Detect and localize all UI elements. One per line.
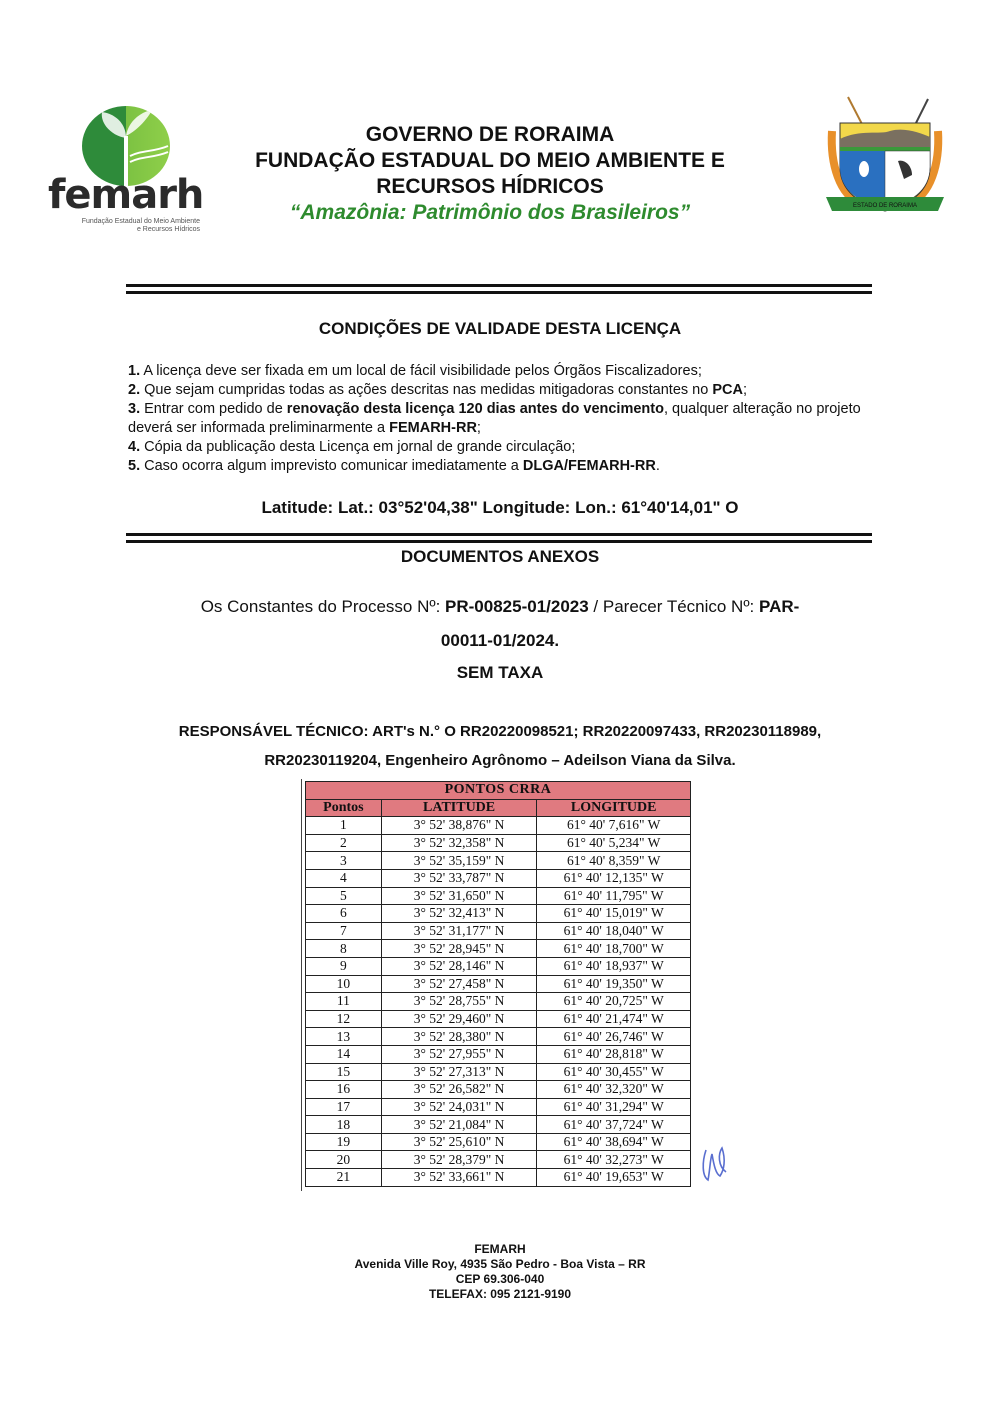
latitude-cell: 3° 52' 33,787" N — [381, 869, 537, 887]
longitude-cell: 61° 40' 37,724" W — [537, 1116, 691, 1134]
points-table-body — [306, 817, 691, 1186]
latitude-cell: 3° 52' 28,945" N — [381, 940, 537, 958]
table-row — [306, 1010, 691, 1028]
longitude-cell: 61° 40' 8,359" W — [537, 852, 691, 870]
longitude-cell: 61° 40' 7,616" W — [537, 817, 691, 835]
fee-status: SEM TAXA — [456, 663, 544, 682]
table-row — [306, 957, 691, 975]
table-row — [306, 993, 691, 1011]
table-row — [306, 1045, 691, 1063]
process-line: Os Constantes do Processo Nº: PR-00825-01/2023 / Parecer Técnico Nº: PAR- — [200, 597, 800, 616]
point-number-cell: 21 — [306, 1169, 382, 1187]
latitude-cell: 3° 52' 38,876" N — [381, 817, 537, 835]
point-number-cell: 9 — [306, 957, 382, 975]
longitude-cell: 61° 40' 19,653" W — [537, 1169, 691, 1187]
parecer-number: PAR- — [759, 597, 800, 616]
table-row — [306, 1133, 691, 1151]
document-footer — [0, 1242, 1000, 1302]
point-number-cell: 11 — [306, 993, 382, 1011]
longitude-cell: 61° 40' 20,725" W — [537, 993, 691, 1011]
longitude-cell: 61° 40' 18,040" W — [537, 922, 691, 940]
column-header-longitude: LONGITUDE — [537, 799, 691, 817]
table-row — [306, 1098, 691, 1116]
conditions-title: CONDIÇÕES DE VALIDADE DESTA LICENÇA — [318, 319, 682, 338]
point-number-cell: 3 — [306, 852, 382, 870]
point-number-cell: 2 — [306, 834, 382, 852]
condition-item: 3. Entrar com pedido de renovação desta licença 120 dias antes do vencimento, qualquer alteração no projeto deverá ser informada preliminarmente a FEMARH-RR; — [128, 401, 861, 436]
point-number-cell: 20 — [306, 1151, 382, 1169]
logo-subtitle-line1: Fundação Estadual do Meio Ambiente — [81, 218, 200, 225]
longitude-cell: 61° 40' 28,818" W — [537, 1045, 691, 1063]
latitude-cell: 3° 52' 27,955" N — [381, 1045, 537, 1063]
condition-item: 2. Que sejam cumpridas todas as ações descritas nas medidas mitigadoras constantes no PCA; — [128, 382, 747, 398]
condition-item: 5. Caso ocorra algum imprevisto comunicar imediatamente a DLGA/FEMARH-RR. — [128, 458, 660, 474]
annexes-title: DOCUMENTOS ANEXOS — [400, 547, 600, 566]
point-number-cell: 8 — [306, 940, 382, 958]
point-number-cell: 18 — [306, 1116, 382, 1134]
longitude-cell: 61° 40' 32,320" W — [537, 1081, 691, 1099]
roraima-coat-of-arms-icon — [820, 95, 950, 225]
latitude-cell: 3° 52' 28,380" N — [381, 1028, 537, 1046]
latitude-cell: 3° 52' 35,159" N — [381, 852, 537, 870]
document-header — [210, 122, 770, 226]
point-number-cell: 12 — [306, 1010, 382, 1028]
point-number-cell: 4 — [306, 869, 382, 887]
points-table — [305, 781, 691, 1187]
latitude-cell: 3° 52' 26,582" N — [381, 1081, 537, 1099]
femarh-logo — [48, 100, 208, 240]
longitude-cell: 61° 40' 12,135" W — [537, 869, 691, 887]
latitude-cell: 3° 52' 31,650" N — [381, 887, 537, 905]
table-row — [306, 817, 691, 835]
latitude-cell: 3° 52' 24,031" N — [381, 1098, 537, 1116]
table-row — [306, 922, 691, 940]
table-row — [306, 1028, 691, 1046]
longitude-cell: 61° 40' 5,234" W — [537, 834, 691, 852]
latitude-cell: 3° 52' 28,146" N — [381, 957, 537, 975]
header-foundation: FUNDAÇÃO ESTADUAL DO MEIO AMBIENTE E — [255, 149, 725, 172]
svg-text:ESTADO DE RORAIMA: ESTADO DE RORAIMA — [853, 203, 917, 209]
table-row — [306, 834, 691, 852]
points-table-container — [305, 781, 697, 1187]
divider-middle — [126, 533, 872, 545]
longitude-cell: 61° 40' 18,700" W — [537, 940, 691, 958]
logo-wordmark: femarh — [48, 172, 204, 218]
point-number-cell: 19 — [306, 1133, 382, 1151]
logo-subtitle-line2: e Recursos Hídricos — [136, 226, 200, 233]
point-number-cell: 16 — [306, 1081, 382, 1099]
footer-cep: CEP 69.306-040 — [455, 1272, 545, 1286]
condition-item: 4. Cópia da publicação desta Licença em jornal de grande circulação; — [128, 439, 576, 455]
conditions-list — [128, 362, 888, 476]
latitude-cell: 3° 52' 27,313" N — [381, 1063, 537, 1081]
footer-phone: TELEFAX: 095 2121-9190 — [428, 1287, 572, 1301]
longitude-cell: 61° 40' 18,937" W — [537, 957, 691, 975]
latitude-cell: 3° 52' 29,460" N — [381, 1010, 537, 1028]
table-row — [306, 852, 691, 870]
table-row — [306, 1116, 691, 1134]
annexes-body — [130, 590, 870, 688]
latitude-cell: 3° 52' 32,413" N — [381, 905, 537, 923]
table-row — [306, 940, 691, 958]
header-motto: “Amazônia: Patrimônio dos Brasileiros” — [289, 201, 691, 224]
divider-top — [126, 284, 872, 296]
table-row — [306, 1151, 691, 1169]
footer-org: FEMARH — [474, 1242, 526, 1256]
parecer-number-cont: 00011-01/2024. — [440, 631, 560, 650]
latitude-cell: 3° 52' 28,379" N — [381, 1151, 537, 1169]
table-row — [306, 975, 691, 993]
point-number-cell: 5 — [306, 887, 382, 905]
table-row — [306, 1081, 691, 1099]
longitude-cell: 61° 40' 19,350" W — [537, 975, 691, 993]
point-number-cell: 14 — [306, 1045, 382, 1063]
longitude-cell: 61° 40' 38,694" W — [537, 1133, 691, 1151]
technical-responsible — [130, 717, 870, 775]
license-coordinates: Latitude: Lat.: 03°52'04,38" Longitude: Lon.: 61°40'14,01" O — [261, 498, 739, 517]
point-number-cell: 1 — [306, 817, 382, 835]
table-title: PONTOS CRRA — [306, 782, 691, 800]
table-row — [306, 887, 691, 905]
longitude-cell: 61° 40' 21,474" W — [537, 1010, 691, 1028]
responsible-line2: RR20230119204, Engenheiro Agrônomo – Adeilson Viana da Silva. — [264, 752, 736, 769]
table-row — [306, 905, 691, 923]
column-header-latitude: LATITUDE — [381, 799, 537, 817]
longitude-cell: 61° 40' 26,746" W — [537, 1028, 691, 1046]
longitude-cell: 61° 40' 30,455" W — [537, 1063, 691, 1081]
responsible-line1: RESPONSÁVEL TÉCNICO: ART's N.° O RR20220098521; RR20220097433, RR20230118989, — [178, 723, 822, 740]
table-row — [306, 869, 691, 887]
latitude-cell: 3° 52' 32,358" N — [381, 834, 537, 852]
latitude-cell: 3° 52' 31,177" N — [381, 922, 537, 940]
latitude-cell: 3° 52' 27,458" N — [381, 975, 537, 993]
column-header-points: Pontos — [306, 799, 382, 817]
header-government: GOVERNO DE RORAIMA — [365, 123, 615, 146]
point-number-cell: 13 — [306, 1028, 382, 1046]
point-number-cell: 7 — [306, 922, 382, 940]
latitude-cell: 3° 52' 21,084" N — [381, 1116, 537, 1134]
footer-address: Avenida Ville Roy, 4935 São Pedro - Boa Vista – RR — [354, 1257, 646, 1271]
signature-initials-icon — [700, 1140, 730, 1185]
table-row — [306, 1063, 691, 1081]
longitude-cell: 61° 40' 32,273" W — [537, 1151, 691, 1169]
point-number-cell: 17 — [306, 1098, 382, 1116]
header-foundation-cont: RECURSOS HÍDRICOS — [376, 175, 604, 198]
longitude-cell: 61° 40' 15,019" W — [537, 905, 691, 923]
longitude-cell: 61° 40' 31,294" W — [537, 1098, 691, 1116]
latitude-cell: 3° 52' 33,661" N — [381, 1169, 537, 1187]
process-number: PR-00825-01/2023 — [445, 597, 589, 616]
point-number-cell: 10 — [306, 975, 382, 993]
table-row — [306, 1169, 691, 1187]
longitude-cell: 61° 40' 11,795" W — [537, 887, 691, 905]
point-number-cell: 6 — [306, 905, 382, 923]
condition-item: 1. A licença deve ser fixada em um local de fácil visibilidade pelos Órgãos Fiscalizadores; — [128, 363, 702, 379]
logo-subtitle — [52, 218, 200, 234]
latitude-cell: 3° 52' 25,610" N — [381, 1133, 537, 1151]
point-number-cell: 15 — [306, 1063, 382, 1081]
latitude-cell: 3° 52' 28,755" N — [381, 993, 537, 1011]
